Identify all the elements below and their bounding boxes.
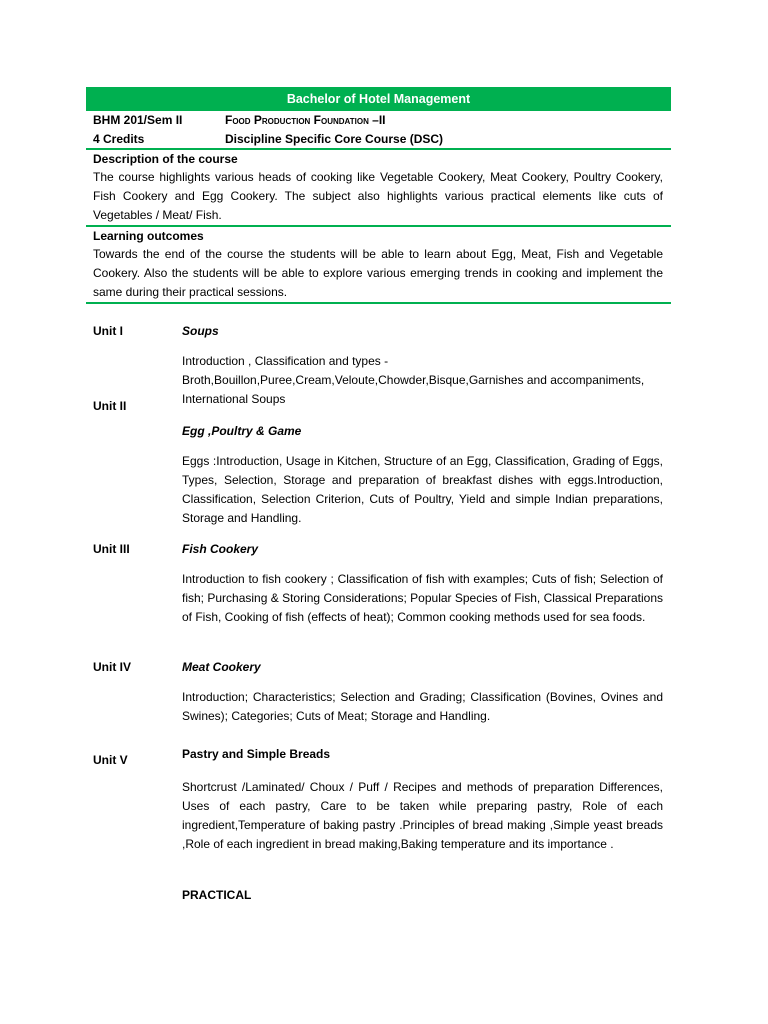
course-credits: 4 Credits [93, 132, 145, 146]
outcomes-heading: Learning outcomes [93, 229, 204, 243]
programme-banner: Bachelor of Hotel Management [86, 87, 671, 111]
unit-4-title: Meat Cookery [182, 660, 261, 674]
unit-1-body: Introduction , Classification and types - Broth,Bouillon,Puree,Cream,Veloute,Chowder,Bisque,Garnishes and accompaniments, International Soups [182, 354, 645, 406]
unit-5-body: Shortcrust /Laminated/ Choux / Puff / Recipes and methods of preparation Differences, Uses of each pastry, Care to be taken while preparing pastry, Role of each ingredient,Temperature of baking pastry .Principles of bread making ,Simple yeast breads ,Role of each ingredient in bread making,Baking temperature and its importance . [182, 780, 663, 851]
unit-1-title: Soups [182, 324, 219, 338]
course-code: BHM 201/Sem II [93, 113, 183, 127]
practical-heading: PRACTICAL [182, 888, 252, 902]
unit-5-label: Unit V [93, 753, 128, 767]
divider [86, 302, 671, 304]
course-type: Discipline Specific Core Course (DSC) [225, 132, 444, 146]
outcomes-text: Towards the end of the course the students will be able to learn about Egg, Meat, Fish and Vegetable Cookery. Also the students will be able to explore various emerging trends in cooking and implement the same during their practical sessions. [93, 247, 663, 299]
unit-2-label: Unit II [93, 399, 127, 413]
unit-3-title: Fish Cookery [182, 542, 259, 556]
description-text: The course highlights various heads of cooking like Vegetable Cookery, Meat Cookery, Poultry Cookery, Fish Cookery and Egg Cookery. The subject also highlights various practical elements like cuts of Vegetables / Meat/ Fish. [93, 170, 663, 222]
unit-3-label: Unit III [93, 542, 130, 556]
divider [86, 225, 671, 227]
unit-2-body: Eggs :Introduction, Usage in Kitchen, Structure of an Egg, Classification, Grading of Eggs, Types, Selection, Storage and preparation of breakfast dishes with eggs.Introduction, Classification, Selection Criterion, Cuts of Poultry, Yield and simple Indian preparations, Storage and Handling. [182, 454, 663, 525]
description-heading: Description of the course [93, 152, 238, 166]
course-title: Food Production Foundation –II [225, 113, 386, 127]
unit-4-label: Unit IV [93, 660, 131, 674]
divider [86, 148, 671, 150]
unit-2-title: Egg ,Poultry & Game [182, 424, 302, 438]
unit-3-body: Introduction to fish cookery ; Classification of fish with examples; Cuts of fish; Selection of fish; Purchasing & Storing Considerations; Popular Species of Fish, Classical Preparations of Fish, Cooking of fish (effects of heat); Common cooking methods used for sea foods. [182, 572, 663, 624]
unit-5-title: Pastry and Simple Breads [182, 747, 331, 761]
unit-1-label: Unit I [93, 324, 123, 338]
unit-4-body: Introduction; Characteristics; Selection and Grading; Classification (Bovines, Ovines and Swines); Categories; Cuts of Meat; Storage and Handling. [182, 690, 663, 723]
